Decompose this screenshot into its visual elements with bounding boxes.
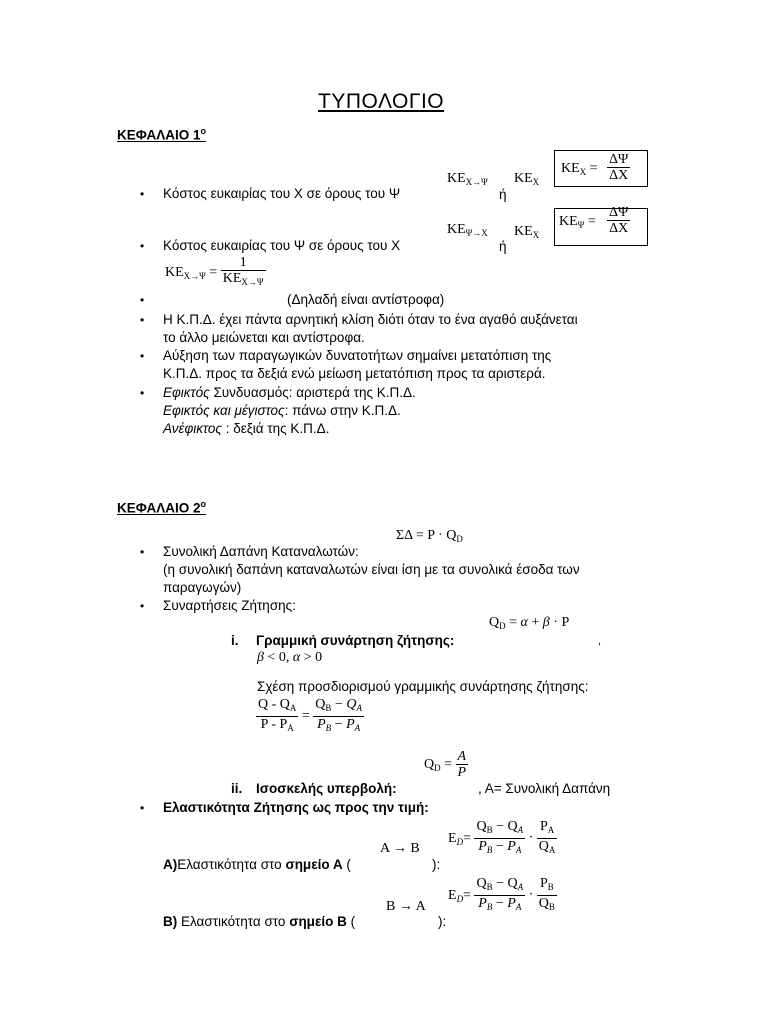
chapter-2-heading-text: ΚΕΦΑΛΑΙΟ 2 [117,500,201,516]
ch2-bullet-3: • [140,801,145,815]
relation-text: Σχέση προσδιορισμού γραμμικής συνάρτησης ζήτησης: [257,679,589,694]
point-b-bold: σημείο Β [289,914,347,929]
infeasible-desc: : δεξιά της Κ.Π.Δ. [221,421,330,436]
bullet-5: • [140,349,145,363]
sub-ii-text: Ισοσκελής υπερβολή: [256,781,397,796]
formula-ke-psi-label: $KE_\Psi$ = [559,214,596,230]
formula-b-to-a: B → A [386,899,426,914]
sub-i-label: i. [231,633,239,648]
formula-elasticity-a: $E_D=$ $\frac{Q_B - Q_A}{P_B - P_A}$ · $\frac{P_A}{Q_A}$ [448,819,556,855]
bullet-6-line-3 [163,421,329,436]
bullet-4-line-2: το άλλο μειώνεται και αντίστροφα. [163,330,365,345]
bullet-2-text: Κόστος ευκαιρίας του Ψ σε όρους του Χ [163,238,401,253]
point-b-paren-close: ): [438,914,447,929]
formula-ke-psi-fraction: $\frac{\Delta\Psi}{\Delta X}$ [609,205,629,236]
chapter-2-heading [117,499,206,516]
formula-box-ke-psi [554,205,648,246]
point-b-line [163,914,355,929]
formula-linear-relation: $\frac{Q - Q_A}{P - P_A}$ = $\frac{Q_B - Q_A}{P_B - P_A}$ [258,697,362,733]
formula-ke-x-label: $KE_X$ = [561,161,598,177]
bullet-6-line-2 [163,403,401,418]
bullet-4-line-1: Η Κ.Π.Δ. έχει πάντα αρνητική κλίση διότι όταν το ένα αγαθό αυξάνεται [163,312,578,327]
bullet-4: • [140,313,145,327]
formula-elasticity-b: $E_D=$ $\frac{Q_B - Q_A}{P_B - P_A}$ · $\frac{P_B}{Q_B}$ [448,876,555,912]
ch2-bullet-1: • [140,545,145,559]
or-1: ή [499,187,507,202]
feasible-desc: Συνδυασμός: αριστερά της Κ.Π.Δ. [209,385,416,400]
point-b-prefix: Β) [163,914,178,929]
ch2-bullet-1-line-3: παραγωγών) [163,580,242,595]
point-b-text: Ελαστικότητα στο [177,914,290,929]
bullet-1: • [140,187,145,201]
page-title: ΤΥΠΟΛΟΓΙΟ [318,90,445,113]
formula-ke-psi-to-x: $KE_{\Psi\to X}$ [447,222,488,238]
formula-linear-demand: $Q_D = \alpha + \beta \cdot P$ [489,615,570,631]
chapter-1-heading-text: ΚΕΦΑΛΑΙΟ 1 [117,127,201,143]
ch2-bullet-1-line-2: (η συνολική δαπάνη καταναλωτών είναι ίση με τα συνολικά έσοδα των [163,562,580,577]
bullet-3: • [140,293,145,307]
ch2-bullet-2: • [140,599,145,613]
formula-a-to-b: A → B [380,841,420,856]
infeasible-label: Ανέφικτος [163,421,222,436]
formula-ke-x-fraction: $\frac{\Delta\Psi}{\Delta X}$ [609,152,629,183]
formula-total-expenditure: $\Sigma\Delta = P \cdot Q_D$ [396,528,463,544]
formula-hyperbola: $Q_D$ = $\frac{A}{P}$ [424,749,467,780]
sub-ii-after: , Α= Συνολική Δαπάνη [478,781,611,796]
formula-box-ke-x [554,150,648,187]
sub-i-text: Γραμμική συνάρτηση ζήτησης: [256,633,455,648]
ch2-bullet-3-text: Ελαστικότητα Ζήτησης ως προς την τιμή: [163,800,429,815]
sub-ii-label: ii. [231,781,243,796]
chapter-1-heading [117,126,206,143]
sub-i-comma: , [598,635,602,647]
point-a-paren-open: ( [342,857,351,872]
point-a-bold: σημείο Α [285,857,343,872]
or-2: ή [499,239,507,254]
formula-reciprocal: $KE_{X\to\Psi}$ = $\frac{1}{KE_{X\to\Psi}}$ [165,255,264,287]
point-a-paren-close: ): [432,857,441,872]
ch2-bullet-2-text: Συναρτήσεις Ζήτησης: [163,598,296,613]
point-a-text: Ελαστικότητα στο [177,857,286,872]
formula-ke-x-2: $KE_X$ [514,224,540,240]
formula-constraints: β < 0, α > 0 [257,650,323,665]
bullet-5-line-1: Αύξηση των παραγωγικών δυνατοτήτων σημαίνει μετατόπιση της [163,348,552,363]
point-a-line [163,857,351,872]
feasible-label: Εφικτός [163,385,210,400]
bullet-2: • [140,239,145,253]
formula-ke-x-to-psi: $KE_{X\to\Psi}$ [447,171,488,187]
bullet-1-text: Κόστος ευκαιρίας του Χ σε όρους του Ψ [163,186,401,201]
bullet-6-line-1 [163,385,416,400]
feasible-max-desc: : πάνω στην Κ.Π.Δ. [284,403,401,418]
formula-ke-x: $KE_X$ [514,171,540,187]
chapter-2-sup: ο [200,499,206,509]
feasible-max-label: Εφικτός και μέγιστος [163,403,285,418]
ch2-bullet-1-line-1: Συνολική Δαπάνη Καταναλωτών: [163,544,359,559]
bullet-3-text: (Δηλαδή είναι αντίστροφα) [287,292,445,307]
point-a-prefix: Α) [163,857,178,872]
bullet-5-line-2: Κ.Π.Δ. προς τα δεξιά ενώ μείωση μετατόπιση προς τα αριστερά. [163,366,546,381]
point-b-paren-open: ( [346,914,356,929]
bullet-6: • [140,386,145,400]
chapter-1-sup: ο [200,126,206,136]
